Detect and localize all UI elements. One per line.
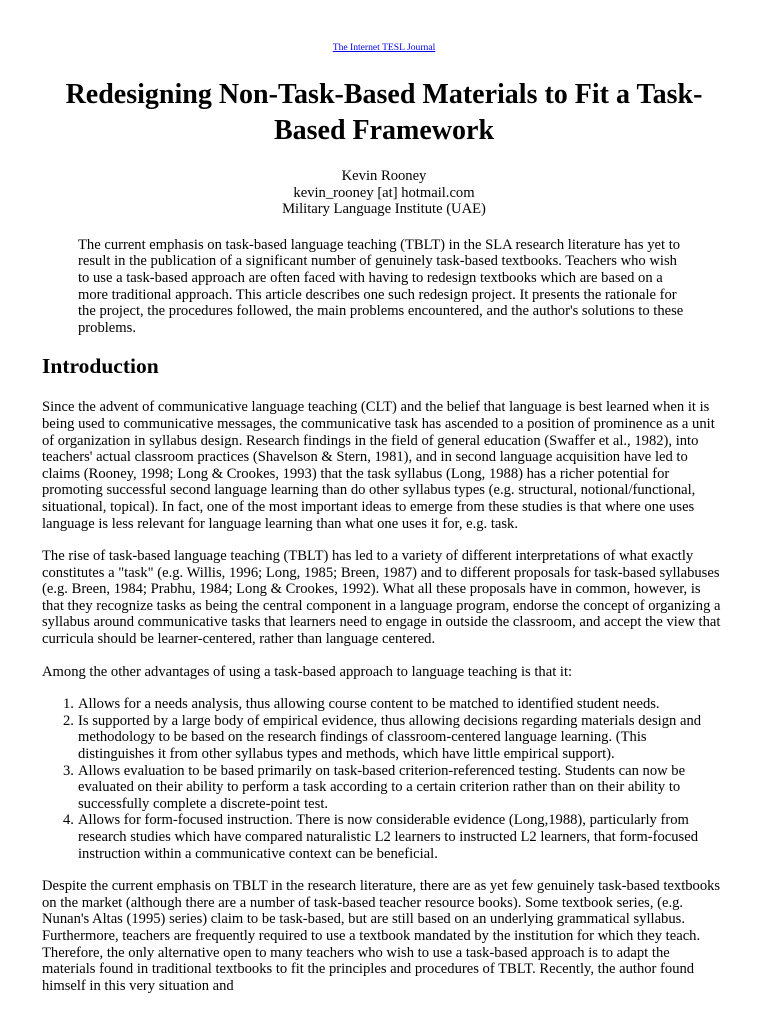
author-block — [0, 168, 768, 218]
abstract: The current emphasis on task-based language teaching (TBLT) in the SLA research literature has yet to result in the publication of a significant number of genuinely task-based textbooks. Teachers who wish to use a task-based approach are often faced with having to redesign textbooks which are based on a more traditional approach. This article describes one such redesign project. It presents the rationale for the project, the procedures followed, the main problems encountered, and the author's solutions to these problems. — [78, 236, 684, 336]
introduction-body — [42, 399, 726, 994]
list-item-number: 1. — [63, 696, 74, 713]
list-item — [63, 812, 726, 862]
author-email: kevin_rooney [at] hotmail.com — [293, 184, 475, 201]
author-affiliation: Military Language Institute (UAE) — [282, 201, 486, 218]
intro-paragraph-4: Despite the current emphasis on TBLT in the research literature, there are as yet few genuinely task-based textbooks on the market (although there are a number of task-based teacher resource books). Some textbook series, (e.g. Nunan's Altas (1995) series) claim to be task-based, but are still based on an underlying grammatical syllabus. Furthermore, teachers are frequently required to use a textbook mandated by the institution for which they teach. Therefore, the only alternative open to many teachers who wish to use a task-based approach is to adapt the materials found in traditional textbooks to fit the principles and procedures of TBLT. Recently, the author found himself in this very situation and — [42, 878, 721, 994]
article-title: Redesigning Non-Task-Based Materials to Fit a Task-Based Framework — [65, 79, 703, 146]
list-item-text: Allows for form-focused instruction. There is now considerable evidence (Long,1988), particularly from research studies which have compared naturalistic L2 learners to instructed L2 learners, that form-focused instruction within a communicative context can be beneficial. — [78, 812, 698, 862]
list-item-text: Allows evaluation to be based primarily on task-based criterion-referenced testing. Students can now be evaluated on their ability to perform a task according to a certain criterion rather than on their ability to successfully complete a discrete-point test. — [78, 762, 686, 812]
section-heading-introduction: Introduction — [42, 354, 159, 379]
journal-header — [0, 0, 768, 54]
list-item-number: 3. — [63, 762, 74, 779]
list-item-text: Allows for a needs analysis, thus allowing course content to be matched to identified student needs. — [78, 696, 660, 713]
list-item — [63, 762, 726, 813]
author-name: Kevin Rooney — [341, 168, 427, 184]
list-item — [63, 712, 726, 763]
intro-paragraph-1: Since the advent of communicative language teaching (CLT) and the belief that language is best learned when it is being used to communicative messages, the communicative task has ascended to a position of prominence as a unit of organization in syllabus design. Research findings in the field of general education (Swaffer et al., 1982), into teachers' actual classroom practices (Shavelson & Stern, 1981), and in second language acquisition have led to claims (Rooney, 1998; Long & Crookes, 1993) that the task syllabus (Long, 1988) has a richer potential for promoting successful second language learning than do other syllabus types (e.g. structural, notional/functional, situational, topical). In fact, one of the most important ideas to emerge from these studies is that where one uses language is less relevant for language learning than what one uses it for, e.g. task. — [42, 399, 715, 532]
intro-paragraph-3: Among the other advantages of using a task-based approach to language teaching is that it: — [42, 663, 573, 680]
list-item-number: 4. — [63, 812, 74, 829]
journal-home-link[interactable]: The Internet TESL Journal — [332, 42, 436, 53]
advantages-list — [42, 696, 726, 862]
list-item — [63, 696, 726, 713]
list-item-text: Is supported by a large body of empirical evidence, thus allowing decisions regarding materials design and methodology to be based on the research findings of classroom-centered language learning. (This distinguishes it from other syllabus types and methods, which have little empirical support). — [78, 712, 702, 763]
list-item-number: 2. — [63, 712, 74, 729]
intro-paragraph-2: The rise of task-based language teaching (TBLT) has led to a variety of different interpretations of what exactly constitutes a "task" (e.g. Willis, 1996; Long, 1985; Breen, 1987) and to different proposals for task-based syllabuses (e.g. Breen, 1984; Prabhu, 1984; Long & Crookes, 1992). What all these proposals have in common, however, is that they recognize tasks as being the central component in a language program, endorse the concept of organizing a syllabus around communicative tasks that learners need to engage in outside the classroom, and accept the view that curricula should be learner-centered, rather than language centered. — [42, 548, 721, 648]
